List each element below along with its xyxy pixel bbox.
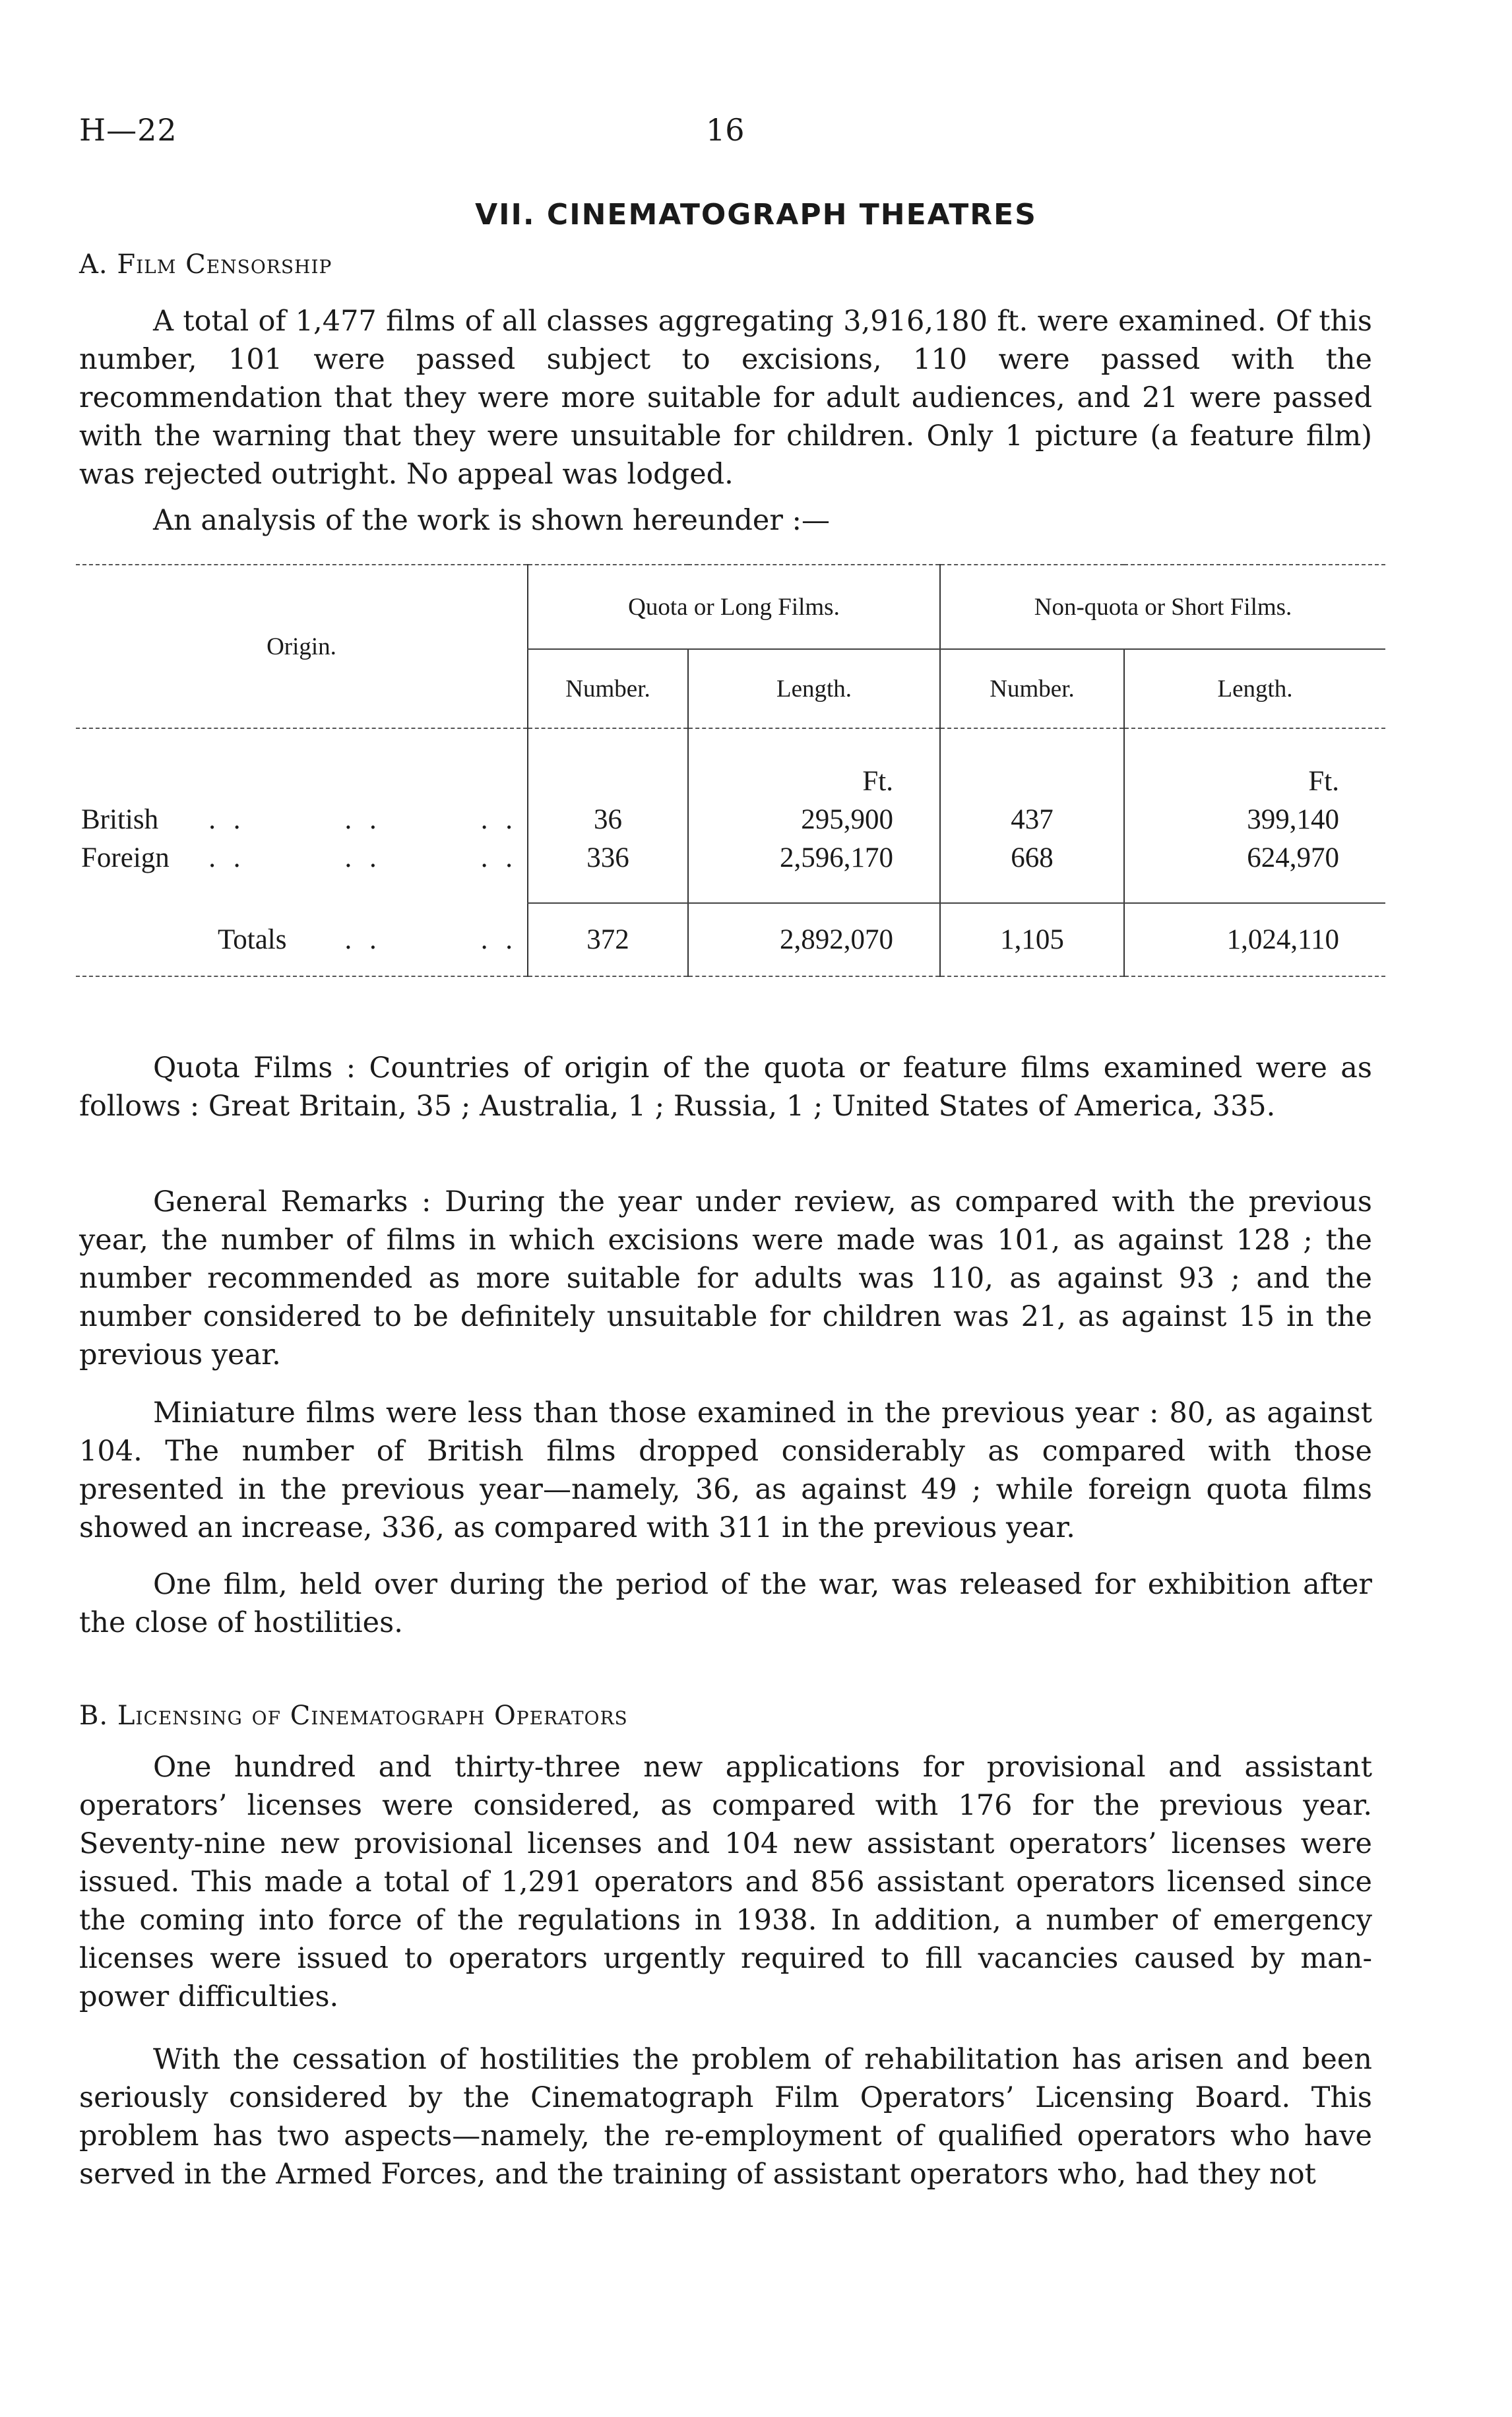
non-quota-length-cell: 624,970 (1124, 838, 1385, 877)
total-quota-number: 372 (528, 903, 688, 976)
total-non-quota-number: 1,105 (940, 903, 1124, 976)
paragraph-general-remarks: General Remarks : During the year under review, as compared with the previous year, the number of films in which excisions were made was 101, as against 128 ; the number recommended as more suitable for adults was 110, as against 93 ; and the number considered to be definitely unsuitable for children was 21, as against 15 in the previous year. (79, 1185, 1372, 1371)
subsection-heading-licensing: B. Licensing of Cinematograph Operators (79, 1701, 628, 1731)
quota-number-header: Number. (528, 649, 688, 728)
paragraph-miniature-films: Miniature films were less than those examined in the previous year : 80, as against 104. The number of British films dropped considerably as compared with those presented in the previous year—namely, 36, as against 49 ; while foreign quota films showed an increase, 336, as compared with 311 in the previous year. (79, 1397, 1372, 1544)
paragraph-films-examined: A total of 1,477 films of all classes aggregating 3,916,180 ft. were examined. Of this number, 101 were passed subject to excisions, 110 were passed with the recommendation that they were more suitable for adult audiences, and 21 were passed with the warning that they were unsuitable for children. Only 1 picture (a feature film) was rejected outright. No appeal was lodged. (79, 305, 1372, 491)
section-title: VII. CINEMATOGRAPH THEATRES (475, 198, 1037, 232)
row-origin: Foreign (81, 842, 170, 873)
non-quota-length-cell: 399,140 (1124, 800, 1385, 838)
totals-row (76, 903, 1385, 976)
quota-length-cell: 2,596,170 (688, 838, 940, 877)
non-quota-number-cell: 668 (940, 838, 1124, 877)
quota-number-cell: 36 (528, 800, 688, 838)
origin-header: Origin. (267, 633, 336, 660)
totals-leader-dots: . . . . (344, 924, 518, 955)
row-leader-dots: . . . . . . (208, 842, 518, 873)
analysis-table (76, 564, 1385, 980)
paragraph-one-film: One film, held over during the period of the war, was released for exhibition after the close of hostilities. (79, 1568, 1372, 1639)
quota-films-header: Quota or Long Films. (528, 565, 940, 649)
quota-length-header: Length. (688, 649, 940, 728)
total-quota-length: 2,892,070 (688, 903, 940, 976)
quota-length-unit: Ft. (688, 762, 940, 800)
quota-number-cell: 336 (528, 838, 688, 877)
row-leader-dots: . . . . . . (208, 803, 518, 835)
non-quota-number-cell: 437 (940, 800, 1124, 838)
paragraph-licenses: One hundred and thirty-three new applications for provisional and assistant operators’ licenses were considered, as compared with 176 for the previous year. Seventy-nine new provisional licenses and 104 new assistant operators’ licenses were issued. This made a total of 1,291 operators and 856 assistant operators licensed since the coming into force of the regulations in 1938. In addition, a number of emergency licenses were issued to operators urgently required to fill vacancies caused by man-power difficulties. (79, 1751, 1372, 2013)
paragraph-quota-films: Quota Films : Countries of origin of the quota or feature films examined were as follows : Great Britain, 35 ; Australia, 1 ; Russia, 1 ; United States of America, 335. (79, 1052, 1372, 1123)
table-row (76, 800, 1385, 838)
page-number: 16 (706, 112, 745, 148)
total-non-quota-length: 1,024,110 (1124, 903, 1385, 976)
row-origin: British (81, 803, 159, 835)
non-quota-number-header: Number. (940, 649, 1124, 728)
non-quota-films-header: Non-quota or Short Films. (940, 565, 1385, 649)
non-quota-length-unit: Ft. (1124, 762, 1385, 800)
non-quota-length-header: Length. (1124, 649, 1385, 728)
subsection-heading-film-censorship: A. Film Censorship (79, 249, 332, 280)
paragraph-analysis-intro: An analysis of the work is shown hereunder :— (153, 504, 831, 537)
document-reference: H—22 (79, 112, 177, 148)
table-row (76, 838, 1385, 877)
quota-length-cell: 295,900 (688, 800, 940, 838)
paragraph-rehabilitation: With the cessation of hostilities the problem of rehabilitation has arisen and been seriously considered by the Cinematograph Film Operators’ Licensing Board. This problem has two aspects—namely, the re-employment of qualified operators who have served in the Armed Forces, and the training of assistant operators who, had they not (79, 2043, 1372, 2191)
totals-label: Totals (218, 924, 287, 955)
